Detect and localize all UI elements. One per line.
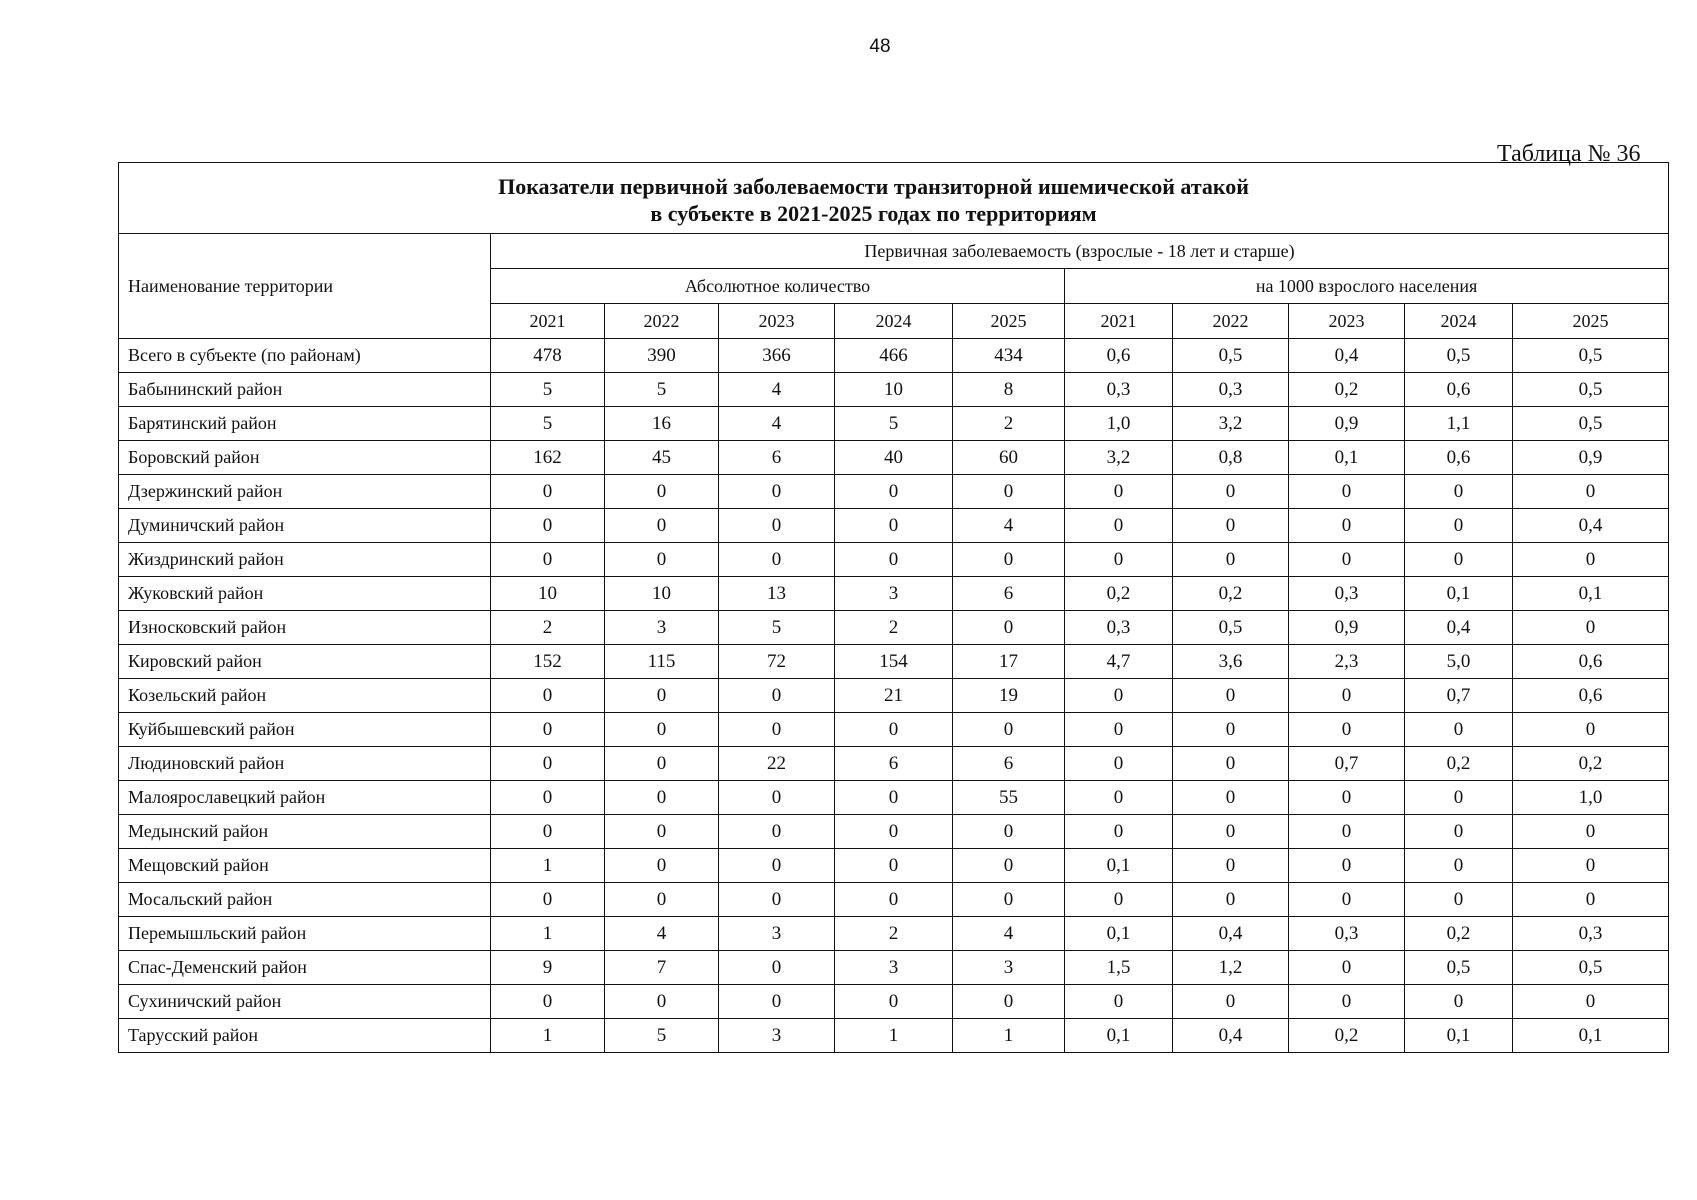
territory-name: Мосальский район [119, 883, 491, 917]
per1000-value-cell: 0 [1405, 985, 1513, 1019]
per1000-value-cell: 4,7 [1065, 645, 1173, 679]
per1000-value-cell: 0 [1173, 713, 1289, 747]
per1000-value-cell: 0,5 [1513, 407, 1669, 441]
per1000-value-cell: 0 [1173, 781, 1289, 815]
absolute-value-cell: 8 [953, 373, 1065, 407]
absolute-value-cell: 0 [835, 475, 953, 509]
absolute-value-cell: 3 [835, 951, 953, 985]
per1000-value-cell: 5,0 [1405, 645, 1513, 679]
absolute-value-cell: 0 [491, 475, 605, 509]
absolute-value-cell: 16 [605, 407, 719, 441]
per1000-value-cell: 0 [1065, 747, 1173, 781]
per1000-value-cell: 0 [1289, 985, 1405, 1019]
absolute-value-cell: 0 [719, 849, 835, 883]
per1000-value-cell: 0 [1289, 713, 1405, 747]
per1000-value-cell: 0,2 [1405, 747, 1513, 781]
per1000-value-cell: 0,1 [1065, 917, 1173, 951]
absolute-value-cell: 0 [491, 679, 605, 713]
per1000-value-cell: 0 [1289, 475, 1405, 509]
absolute-value-cell: 0 [719, 713, 835, 747]
table-row [119, 475, 1669, 509]
per1000-value-cell: 0,4 [1405, 611, 1513, 645]
absolute-value-cell: 0 [491, 781, 605, 815]
per1000-value-cell: 1,5 [1065, 951, 1173, 985]
territory-name: Сухиничский район [119, 985, 491, 1019]
absolute-value-cell: 0 [605, 849, 719, 883]
per1000-value-cell: 0,3 [1289, 917, 1405, 951]
absolute-value-cell: 0 [605, 509, 719, 543]
per1000-value-cell: 0,1 [1065, 1019, 1173, 1053]
absolute-value-cell: 0 [491, 985, 605, 1019]
title-line-1: Показатели первичной заболеваемости транзиторной ишемической атакой [498, 174, 1249, 199]
per1000-value-cell: 0 [1065, 509, 1173, 543]
per1000-value-cell: 0,6 [1513, 645, 1669, 679]
table-row [119, 985, 1669, 1019]
absolute-value-cell: 13 [719, 577, 835, 611]
absolute-value-cell: 0 [605, 985, 719, 1019]
table-row [119, 339, 1669, 373]
absolute-value-cell: 5 [491, 373, 605, 407]
per1000-value-cell: 0 [1405, 475, 1513, 509]
table-row [119, 815, 1669, 849]
absolute-value-cell: 4 [719, 407, 835, 441]
per1000-value-cell: 0,4 [1289, 339, 1405, 373]
year-header: 2024 [835, 304, 953, 339]
absolute-value-cell: 55 [953, 781, 1065, 815]
table-body [119, 339, 1669, 1053]
table-row [119, 713, 1669, 747]
year-header: 2023 [1289, 304, 1405, 339]
absolute-value-cell: 2 [491, 611, 605, 645]
year-header: 2025 [953, 304, 1065, 339]
absolute-value-cell: 5 [605, 1019, 719, 1053]
per1000-value-cell: 0 [1173, 543, 1289, 577]
per1000-value-cell: 0 [1513, 475, 1669, 509]
absolute-value-cell: 0 [719, 883, 835, 917]
absolute-value-cell: 4 [953, 509, 1065, 543]
title-line-2: в субъекте в 2021-2025 годах по территориям [650, 201, 1097, 226]
per1000-value-cell: 0,6 [1405, 441, 1513, 475]
territory-name: Малоярославецкий район [119, 781, 491, 815]
absolute-value-cell: 478 [491, 339, 605, 373]
per1000-value-cell: 0,1 [1065, 849, 1173, 883]
absolute-value-cell: 1 [835, 1019, 953, 1053]
table-row [119, 373, 1669, 407]
territory-name: Спас-Деменский район [119, 951, 491, 985]
per1000-value-cell: 0 [1173, 815, 1289, 849]
absolute-value-cell: 10 [605, 577, 719, 611]
absolute-value-cell: 6 [953, 747, 1065, 781]
per1000-value-cell: 0 [1065, 781, 1173, 815]
absolute-value-cell: 6 [953, 577, 1065, 611]
per1000-value-cell: 0,3 [1513, 917, 1669, 951]
absolute-value-cell: 0 [953, 815, 1065, 849]
per1000-value-cell: 0,5 [1513, 339, 1669, 373]
per1000-value-cell: 1,0 [1513, 781, 1669, 815]
per1000-value-cell: 0 [1405, 781, 1513, 815]
per1000-value-cell: 0,6 [1405, 373, 1513, 407]
table-row [119, 951, 1669, 985]
absolute-value-cell: 2 [835, 611, 953, 645]
per1000-value-cell: 0,5 [1513, 373, 1669, 407]
per1000-value-cell: 0,6 [1065, 339, 1173, 373]
per1000-header: на 1000 взрослого населения [1065, 269, 1669, 304]
absolute-value-cell: 0 [953, 713, 1065, 747]
per1000-value-cell: 0,6 [1513, 679, 1669, 713]
per1000-value-cell: 0,2 [1289, 1019, 1405, 1053]
absolute-value-cell: 0 [605, 883, 719, 917]
per1000-value-cell: 0 [1065, 985, 1173, 1019]
absolute-value-cell: 3 [719, 1019, 835, 1053]
absolute-value-cell: 0 [719, 781, 835, 815]
per1000-value-cell: 0 [1173, 747, 1289, 781]
absolute-value-cell: 0 [835, 543, 953, 577]
absolute-value-cell: 7 [605, 951, 719, 985]
table-row [119, 883, 1669, 917]
per1000-value-cell: 3,2 [1065, 441, 1173, 475]
per1000-value-cell: 0 [1065, 713, 1173, 747]
table-row [119, 679, 1669, 713]
per1000-value-cell: 2,3 [1289, 645, 1405, 679]
absolute-value-cell: 10 [491, 577, 605, 611]
per1000-value-cell: 1,2 [1173, 951, 1289, 985]
per1000-value-cell: 0,4 [1173, 917, 1289, 951]
absolute-value-cell: 21 [835, 679, 953, 713]
absolute-value-cell: 0 [605, 679, 719, 713]
absolute-value-cell: 366 [719, 339, 835, 373]
absolute-value-cell: 0 [719, 475, 835, 509]
absolute-value-cell: 1 [491, 917, 605, 951]
per1000-value-cell: 0,5 [1405, 339, 1513, 373]
per1000-value-cell: 0 [1513, 543, 1669, 577]
absolute-value-cell: 22 [719, 747, 835, 781]
per1000-value-cell: 0,5 [1173, 611, 1289, 645]
per1000-value-cell: 0,2 [1405, 917, 1513, 951]
territory-name: Боровский район [119, 441, 491, 475]
per1000-value-cell: 0,4 [1173, 1019, 1289, 1053]
per1000-value-cell: 0 [1173, 883, 1289, 917]
absolute-value-cell: 0 [719, 815, 835, 849]
absolute-value-cell: 0 [953, 543, 1065, 577]
absolute-value-cell: 6 [719, 441, 835, 475]
per1000-value-cell: 0 [1513, 611, 1669, 645]
absolute-value-cell: 0 [719, 951, 835, 985]
per1000-value-cell: 0 [1513, 849, 1669, 883]
per1000-value-cell: 0,9 [1513, 441, 1669, 475]
table-row [119, 577, 1669, 611]
per1000-value-cell: 0,7 [1289, 747, 1405, 781]
year-header: 2021 [1065, 304, 1173, 339]
per1000-value-cell: 0 [1405, 509, 1513, 543]
territory-name: Тарусский район [119, 1019, 491, 1053]
per1000-value-cell: 0,1 [1405, 1019, 1513, 1053]
territory-name: Мещовский район [119, 849, 491, 883]
per1000-value-cell: 0 [1173, 509, 1289, 543]
per1000-value-cell: 0,3 [1065, 373, 1173, 407]
territory-name: Жуковский район [119, 577, 491, 611]
per1000-value-cell: 0 [1065, 815, 1173, 849]
per1000-value-cell: 0,1 [1405, 577, 1513, 611]
per1000-value-cell: 0 [1065, 475, 1173, 509]
table-row [119, 1019, 1669, 1053]
table-row [119, 645, 1669, 679]
absolute-value-cell: 2 [953, 407, 1065, 441]
table-row [119, 849, 1669, 883]
absolute-value-cell: 0 [491, 543, 605, 577]
absolute-value-cell: 1 [953, 1019, 1065, 1053]
territory-name: Куйбышевский район [119, 713, 491, 747]
absolute-value-cell: 162 [491, 441, 605, 475]
per1000-value-cell: 0,2 [1065, 577, 1173, 611]
per1000-value-cell: 1,1 [1405, 407, 1513, 441]
per1000-value-cell: 0 [1289, 543, 1405, 577]
table-row [119, 543, 1669, 577]
absolute-value-cell: 0 [491, 713, 605, 747]
absolute-value-cell: 60 [953, 441, 1065, 475]
territory-name: Дзержинский район [119, 475, 491, 509]
per1000-value-cell: 0 [1289, 951, 1405, 985]
absolute-value-cell: 0 [719, 543, 835, 577]
absolute-value-cell: 5 [491, 407, 605, 441]
absolute-value-cell: 17 [953, 645, 1065, 679]
table-title [119, 163, 1669, 234]
territory-name: Жиздринский район [119, 543, 491, 577]
absolute-value-cell: 0 [605, 543, 719, 577]
per1000-value-cell: 0 [1289, 849, 1405, 883]
per1000-value-cell: 0 [1065, 679, 1173, 713]
absolute-value-cell: 6 [835, 747, 953, 781]
per1000-value-cell: 0,4 [1513, 509, 1669, 543]
territory-header: Наименование территории [119, 234, 491, 339]
absolute-value-cell: 5 [605, 373, 719, 407]
per1000-value-cell: 0 [1289, 815, 1405, 849]
per1000-value-cell: 0 [1289, 509, 1405, 543]
table-row [119, 917, 1669, 951]
absolute-value-cell: 72 [719, 645, 835, 679]
per1000-value-cell: 3,2 [1173, 407, 1289, 441]
per1000-value-cell: 0,1 [1513, 1019, 1669, 1053]
absolute-value-cell: 0 [719, 679, 835, 713]
per1000-value-cell: 0,5 [1173, 339, 1289, 373]
absolute-value-cell: 2 [835, 917, 953, 951]
per1000-value-cell: 0,5 [1513, 951, 1669, 985]
absolute-value-cell: 0 [605, 713, 719, 747]
absolute-value-cell: 3 [719, 917, 835, 951]
per1000-value-cell: 3,6 [1173, 645, 1289, 679]
absolute-value-cell: 0 [953, 883, 1065, 917]
absolute-value-cell: 0 [835, 985, 953, 1019]
per1000-value-cell: 0,9 [1289, 407, 1405, 441]
per1000-value-cell: 0,5 [1405, 951, 1513, 985]
absolute-value-cell: 4 [605, 917, 719, 951]
absolute-value-cell: 10 [835, 373, 953, 407]
per1000-value-cell: 0 [1513, 985, 1669, 1019]
territory-name: Людиновский район [119, 747, 491, 781]
per1000-value-cell: 0 [1173, 849, 1289, 883]
per1000-value-cell: 0 [1405, 849, 1513, 883]
per1000-value-cell: 0 [1405, 815, 1513, 849]
year-header: 2024 [1405, 304, 1513, 339]
absolute-value-cell: 45 [605, 441, 719, 475]
absolute-value-cell: 0 [605, 747, 719, 781]
incidence-table-container [118, 162, 1668, 1053]
absolute-value-cell: 0 [953, 985, 1065, 1019]
per1000-value-cell: 1,0 [1065, 407, 1173, 441]
absolute-value-cell: 152 [491, 645, 605, 679]
absolute-value-cell: 0 [491, 747, 605, 781]
per1000-value-cell: 0 [1513, 883, 1669, 917]
absolute-value-cell: 3 [953, 951, 1065, 985]
absolute-header: Абсолютное количество [491, 269, 1065, 304]
absolute-value-cell: 0 [835, 883, 953, 917]
absolute-value-cell: 0 [953, 849, 1065, 883]
absolute-value-cell: 0 [835, 509, 953, 543]
per1000-value-cell: 0 [1289, 883, 1405, 917]
group-header: Первичная заболеваемость (взрослые - 18 лет и старше) [491, 234, 1669, 269]
per1000-value-cell: 0,2 [1173, 577, 1289, 611]
table-row [119, 407, 1669, 441]
absolute-value-cell: 434 [953, 339, 1065, 373]
per1000-value-cell: 0 [1173, 475, 1289, 509]
absolute-value-cell: 5 [835, 407, 953, 441]
per1000-value-cell: 0 [1405, 543, 1513, 577]
table-row [119, 509, 1669, 543]
absolute-value-cell: 0 [953, 475, 1065, 509]
territory-name: Всего в субъекте (по районам) [119, 339, 491, 373]
table-label: Таблица № 36 [1497, 141, 1641, 167]
per1000-value-cell: 0,1 [1513, 577, 1669, 611]
table-row [119, 611, 1669, 645]
absolute-value-cell: 5 [719, 611, 835, 645]
per1000-value-cell: 0,1 [1289, 441, 1405, 475]
per1000-value-cell: 0 [1065, 883, 1173, 917]
per1000-value-cell: 0 [1173, 985, 1289, 1019]
per1000-value-cell: 0 [1173, 679, 1289, 713]
per1000-value-cell: 0,3 [1173, 373, 1289, 407]
absolute-value-cell: 40 [835, 441, 953, 475]
absolute-value-cell: 19 [953, 679, 1065, 713]
absolute-value-cell: 0 [491, 509, 605, 543]
territory-name: Износковский район [119, 611, 491, 645]
table-row [119, 747, 1669, 781]
absolute-value-cell: 154 [835, 645, 953, 679]
territory-name: Козельский район [119, 679, 491, 713]
territory-name: Барятинский район [119, 407, 491, 441]
absolute-value-cell: 0 [491, 883, 605, 917]
page-number: 48 [869, 36, 891, 57]
per1000-value-cell: 0,2 [1289, 373, 1405, 407]
table-row [119, 781, 1669, 815]
per1000-value-cell: 0 [1289, 679, 1405, 713]
absolute-value-cell: 0 [719, 985, 835, 1019]
per1000-value-cell: 0,7 [1405, 679, 1513, 713]
incidence-table [118, 162, 1669, 1053]
absolute-value-cell: 1 [491, 849, 605, 883]
absolute-value-cell: 9 [491, 951, 605, 985]
absolute-value-cell: 0 [605, 815, 719, 849]
per1000-value-cell: 0 [1513, 713, 1669, 747]
territory-name: Медынский район [119, 815, 491, 849]
year-header: 2022 [605, 304, 719, 339]
absolute-value-cell: 4 [953, 917, 1065, 951]
absolute-value-cell: 466 [835, 339, 953, 373]
territory-name: Бабынинский район [119, 373, 491, 407]
table-row [119, 441, 1669, 475]
per1000-value-cell: 0 [1405, 883, 1513, 917]
per1000-value-cell: 0,3 [1065, 611, 1173, 645]
absolute-value-cell: 0 [835, 849, 953, 883]
per1000-value-cell: 0 [1289, 781, 1405, 815]
absolute-value-cell: 1 [491, 1019, 605, 1053]
territory-name: Думиничский район [119, 509, 491, 543]
territory-name: Перемышльский район [119, 917, 491, 951]
absolute-value-cell: 0 [953, 611, 1065, 645]
absolute-value-cell: 0 [605, 781, 719, 815]
absolute-value-cell: 4 [719, 373, 835, 407]
absolute-value-cell: 0 [491, 815, 605, 849]
per1000-value-cell: 0,2 [1513, 747, 1669, 781]
per1000-value-cell: 0 [1405, 713, 1513, 747]
year-header: 2025 [1513, 304, 1669, 339]
absolute-value-cell: 3 [835, 577, 953, 611]
absolute-value-cell: 0 [835, 713, 953, 747]
per1000-value-cell: 0 [1513, 815, 1669, 849]
per1000-value-cell: 0,9 [1289, 611, 1405, 645]
per1000-value-cell: 0,3 [1289, 577, 1405, 611]
year-header: 2021 [491, 304, 605, 339]
absolute-value-cell: 390 [605, 339, 719, 373]
territory-name: Кировский район [119, 645, 491, 679]
year-header: 2023 [719, 304, 835, 339]
year-header: 2022 [1173, 304, 1289, 339]
absolute-value-cell: 0 [835, 781, 953, 815]
per1000-value-cell: 0 [1065, 543, 1173, 577]
absolute-value-cell: 3 [605, 611, 719, 645]
absolute-value-cell: 0 [605, 475, 719, 509]
absolute-value-cell: 0 [719, 509, 835, 543]
per1000-value-cell: 0,8 [1173, 441, 1289, 475]
absolute-value-cell: 0 [835, 815, 953, 849]
absolute-value-cell: 115 [605, 645, 719, 679]
